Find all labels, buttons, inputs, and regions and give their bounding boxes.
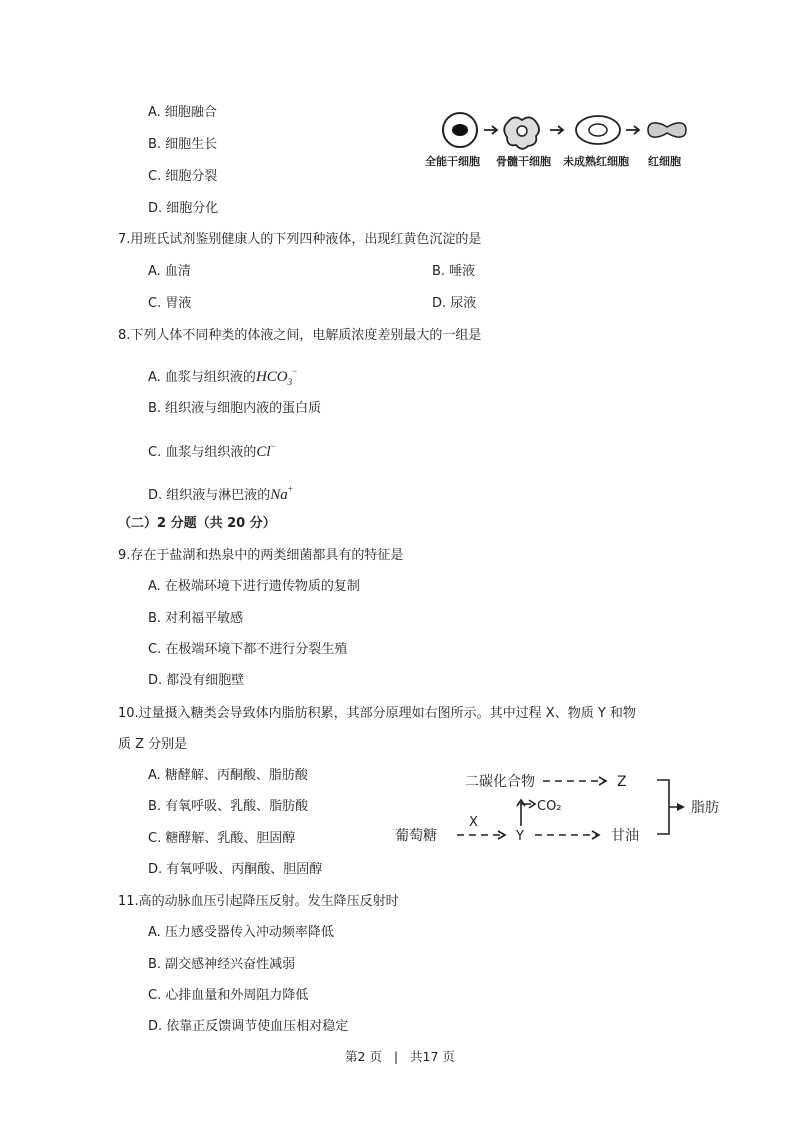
label-bone-marrow-stem-cell: 骨髓干细胞	[496, 155, 551, 168]
bone-marrow-stem-cell-icon	[504, 117, 539, 148]
arrow-right-icon	[626, 126, 639, 134]
label-immature-red-cell: 未成熟红细胞	[563, 155, 629, 168]
q11-option-c: C. 心排血量和外周阻力降低	[148, 988, 309, 1003]
arrow-right-icon	[550, 126, 563, 134]
q6-option-a: A. 细胞融合	[148, 105, 217, 120]
label-red-blood-cell: 红细胞	[648, 155, 681, 168]
q9-option-b: B. 对利福平敏感	[148, 611, 244, 626]
immature-red-cell-icon	[576, 116, 620, 144]
ion-formula: $HCO_3^-$	[255, 366, 298, 387]
cell-differentiation-figure	[420, 110, 700, 176]
q7-option-c: C. 胃液	[148, 296, 192, 311]
q11-option-a: A. 压力感受器传入冲动频率降低	[148, 925, 334, 940]
q8-option-a: A. 血浆与组织液的$HCO_3^-$	[148, 366, 298, 387]
q7-stem: 7.用班氏试剂鉴别健康人的下列四种液体，出现红黄色沉淀的是	[118, 232, 482, 247]
q10-option-c: C. 糖酵解、乳酸、胆固醇	[148, 831, 296, 846]
q9-option-a: A. 在极端环境下进行遗传物质的复制	[148, 579, 360, 594]
q8-option-d: D. 组织液与淋巴液的Na+	[148, 484, 293, 503]
q11-option-d: D. 依靠正反馈调节使血压相对稳定	[148, 1019, 349, 1034]
q6-option-c: C. 细胞分裂	[148, 169, 218, 184]
branch-arrow-icon	[521, 802, 531, 826]
bracket-icon	[657, 780, 679, 834]
q8-option-b: B. 组织液与细胞内液的蛋白质	[148, 401, 322, 416]
totipotent-stem-cell-icon	[443, 113, 477, 147]
fat-synthesis-pathway-figure	[385, 760, 745, 852]
q6-option-d: D. 细胞分化	[148, 201, 219, 216]
label-glucose: 葡萄糖	[395, 828, 437, 844]
ion-formula: Na+	[270, 484, 293, 503]
q10-option-b: B. 有氧呼吸、乳酸、脂肪酸	[148, 799, 309, 814]
footer-separator: |	[393, 1049, 399, 1064]
page-footer	[0, 1048, 800, 1066]
q8-stem: 8.下列人体不同种类的体液之间，电解质浓度差别最大的一组是	[118, 328, 482, 343]
q9-stem: 9.存在于盐湖和热泉中的两类细菌都具有的特征是	[118, 548, 404, 563]
label-glycerol: 甘油	[611, 828, 639, 844]
page-number: 第2 页	[345, 1049, 382, 1064]
arrow-head-icon	[677, 803, 685, 811]
q6-option-b: B. 细胞生长	[148, 137, 218, 152]
q11-stem: 11.高的动脉血压引起降压反射。发生降压反射时	[118, 894, 399, 909]
label-fat: 脂肪	[691, 800, 719, 816]
q8-option-c: C. 血浆与组织液的Cl−	[148, 441, 276, 460]
q7-option-d: D. 尿液	[432, 296, 477, 311]
q10-stem-line1: 10.过量摄入糖类会导致体内脂肪积累，其部分原理如右图所示。其中过程 X、物质 Y 和物	[118, 706, 636, 721]
label-z: Z	[617, 774, 627, 790]
q10-option-a: A. 糖酵解、丙酮酸、脂肪酸	[148, 768, 308, 783]
q11-option-b: B. 副交感神经兴奋性减弱	[148, 957, 296, 972]
red-blood-cell-icon	[648, 123, 686, 137]
q9-option-d: D. 都没有细胞壁	[148, 673, 245, 688]
label-totipotent-stem-cell: 全能干细胞	[425, 155, 480, 168]
label-two-carbon-compound: 二碳化合物	[465, 774, 535, 790]
q9-option-c: C. 在极端环境下都不进行分裂生殖	[148, 642, 348, 657]
q7-option-b: B. 唾液	[432, 264, 476, 279]
label-y: Y	[516, 829, 524, 844]
arrow-right-icon	[484, 126, 497, 134]
section-heading: （二）2 分题（共 20 分）	[118, 516, 276, 531]
total-pages: 共17 页	[410, 1049, 455, 1064]
q10-stem-line2: 质 Z 分别是	[118, 737, 188, 752]
ion-formula: Cl−	[256, 441, 276, 460]
label-co2: CO₂	[537, 799, 562, 814]
q10-option-d: D. 有氧呼吸、丙酮酸、胆固醇	[148, 862, 323, 877]
arrow-head-icon	[599, 777, 606, 785]
label-x: X	[469, 815, 478, 830]
q7-option-a: A. 血清	[148, 264, 191, 279]
